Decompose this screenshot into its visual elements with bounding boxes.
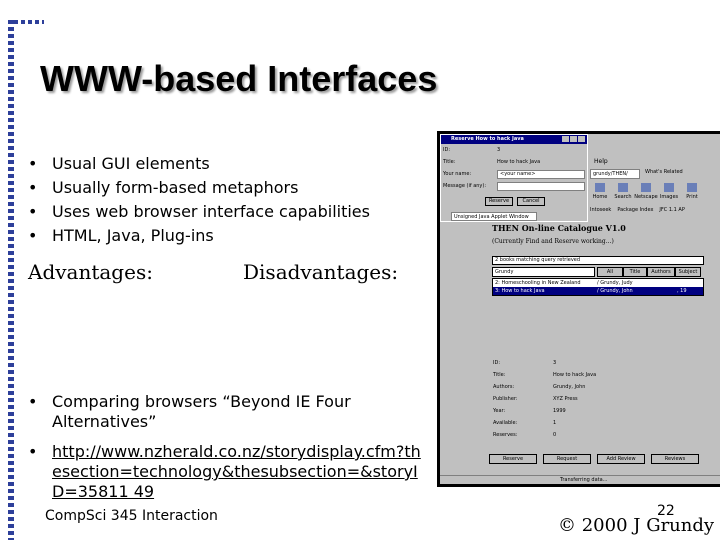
whats-related[interactable]: What's Related: [645, 169, 683, 175]
bookmark[interactable]: Intoseek: [590, 207, 612, 213]
disadvantages-label: Disadvantages:: [243, 260, 399, 284]
print-button[interactable]: Print: [682, 183, 702, 203]
bookmarks-bar: [590, 207, 685, 213]
reference-link-item: [28, 442, 428, 502]
detail-value: 1999: [553, 408, 566, 414]
search-panel: [492, 256, 704, 296]
title-value: How to hack Java: [497, 159, 541, 165]
detail-value: 0: [553, 432, 557, 438]
maximize-icon[interactable]: [570, 136, 577, 142]
minimize-icon[interactable]: [562, 136, 569, 142]
browser-menu-help[interactable]: Help: [594, 158, 608, 165]
list-item-selected[interactable]: 3: How to hack Java / Grundy, John , 19: [493, 287, 703, 295]
page-heading: THEN On-line Catalogue V1.0: [492, 223, 626, 233]
netscape-icon: [641, 183, 651, 192]
detail-buttons: [489, 454, 699, 464]
embedded-screenshot: [437, 131, 720, 487]
bullet-item: • Uses web browser interface capabilities: [28, 200, 370, 224]
home-icon: [595, 183, 605, 192]
reference-item: • Comparing browsers “Beyond IE Four Alternatives”: [28, 392, 428, 432]
name-input[interactable]: <your name>: [497, 170, 585, 179]
catalogue-page: [440, 222, 720, 484]
detail-value: XYZ Press: [553, 396, 578, 402]
field-label: Your name:: [443, 171, 472, 177]
detail-label: Title:: [493, 372, 506, 378]
reference-link[interactable]: http://www.nzherald.co.nz/storydisplay.cfm?thesection=technology&thesubsection=&storyID=35811 49: [52, 442, 421, 501]
print-icon: [687, 183, 697, 192]
dialog-title: Reserve How to hack Java: [441, 135, 587, 144]
detail-value: Grundy, John: [553, 384, 586, 390]
images-button[interactable]: Images: [659, 183, 679, 203]
bullet-item: • HTML, Java, Plug-ins: [28, 224, 370, 248]
results-list: [492, 278, 704, 296]
applet-warning: Unsigned Java Applet Window: [451, 212, 537, 221]
cancel-button[interactable]: Cancel: [517, 197, 545, 206]
detail-label: ID:: [493, 360, 501, 366]
status-text: Transferring data...: [560, 477, 608, 483]
detail-label: Available:: [493, 420, 518, 426]
advantages-label: Advantages:: [28, 260, 153, 284]
copyright: © 2000 J Grundy: [558, 515, 715, 536]
detail-label: Authors:: [493, 384, 515, 390]
close-icon[interactable]: [578, 136, 585, 142]
id-value: 3: [497, 147, 501, 153]
home-button[interactable]: Home: [590, 183, 610, 203]
detail-label: Year:: [493, 408, 506, 414]
message-input[interactable]: [497, 182, 585, 191]
all-button[interactable]: All: [597, 267, 623, 277]
browser-window: [440, 134, 720, 484]
bookmark[interactable]: JFC 1.1 AP: [659, 207, 685, 213]
bullet-item: • Usually form-based metaphors: [28, 176, 370, 200]
detail-label: Reserves:: [493, 432, 518, 438]
reviews-button[interactable]: Reviews: [651, 454, 699, 464]
netscape-button[interactable]: Netscape: [636, 183, 656, 203]
field-label: ID:: [443, 147, 451, 153]
detail-label: Publisher:: [493, 396, 518, 402]
result-count: 2 books matching query retrieved: [492, 256, 704, 265]
search-button[interactable]: Search: [613, 183, 633, 203]
request-button[interactable]: Request: [543, 454, 591, 464]
search-input[interactable]: Grundy: [492, 267, 595, 277]
authors-button[interactable]: Authors: [647, 267, 675, 277]
slide-title: WWW-based Interfaces: [40, 58, 438, 99]
list-item[interactable]: 2: Homeschooling in New Zealand / Grundy, Judy: [495, 280, 633, 286]
search-icon: [618, 183, 628, 192]
detail-value: How to hack Java: [553, 372, 597, 378]
slide-dotted-border-top: [14, 20, 44, 24]
subject-button[interactable]: Subject: [675, 267, 701, 277]
detail-value: 3: [553, 360, 557, 366]
browser-icons: [590, 183, 702, 203]
images-icon: [664, 183, 674, 192]
reserve-dialog: [440, 134, 588, 222]
window-buttons: [562, 136, 585, 142]
slide-dotted-border: [8, 20, 14, 540]
bullet-item: • Usual GUI elements: [28, 152, 370, 176]
reference-list: [28, 392, 428, 512]
field-label: Title:: [443, 159, 456, 165]
book-details: [489, 357, 707, 469]
bookmark[interactable]: Package Index: [617, 207, 654, 213]
page-number: 22: [657, 503, 675, 519]
browser-address[interactable]: grundy/THEN/: [590, 169, 640, 179]
detail-value: 1: [553, 420, 557, 426]
page-subheading: (Currently Find and Reserve working...): [492, 238, 614, 245]
bullet-list: [28, 152, 370, 248]
status-bar: [440, 475, 720, 484]
search-row: [492, 267, 704, 277]
reserve-button[interactable]: Reserve: [485, 197, 513, 206]
field-label: Message (if any):: [443, 183, 487, 189]
reserve-button[interactable]: Reserve: [489, 454, 537, 464]
add-review-button[interactable]: Add Review: [597, 454, 645, 464]
footer-course: CompSci 345 Interaction: [45, 508, 218, 524]
title-button[interactable]: Title: [623, 267, 647, 277]
